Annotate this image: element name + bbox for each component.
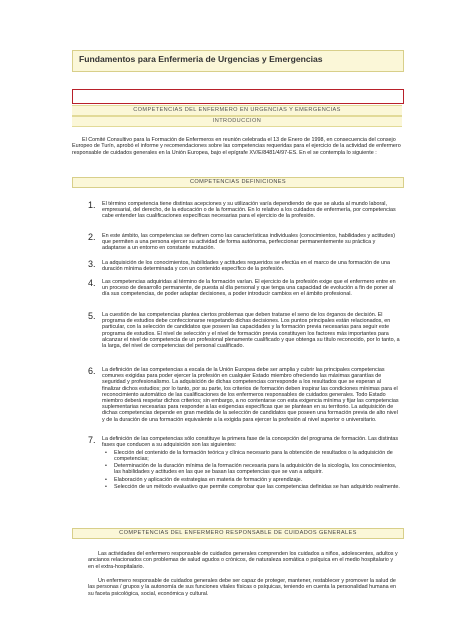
sub-bullet — [102, 450, 400, 462]
item-text: El término competencia tiene distintas acepciones y su utilización varía dependiendo de que se aluda al mundo laboral, empresarial, del derecho, de la educación o de la formación. En lo relativo a los cuidados de enfermería, por competencias cabe entender las cualificaciones específicas necesarias para el ejercicio de la profesión. — [102, 201, 396, 220]
item-text: Las competencias adquiridas al término de la formación varían. El ejercicio de la profesión exige que el enfermero entre en un proceso de desarrollo permanente, de puesta al día personal y que tenga una capacidad de evolución a fin de poner al día sus competencias, de poder adaptar decisiones, a poder introducir cambios en el ámbito profesional. — [102, 279, 396, 298]
empty-red-frame — [72, 89, 404, 104]
bullet-dot-icon: • — [105, 463, 107, 470]
sub-bullet-text: Selección de un método evaluativo que permite comprobar que las competencias definidas se han adquirido realmente. — [114, 484, 400, 491]
item-number: 3. — [88, 259, 96, 269]
intro-text: El Comité Consultivo para la Formación de Enfermeros en reunión celebrada el 13 de Enero de 1998, en consecuencia del consejo Europeo de Turín, aprobó el informe y recomendaciones sobre las competencias requeridas para el ejercicio de la actividad de enfermero responsable de cuidados generales en la Unión Europea, bajo el epígrafe XV/E/8481/4/97-ES. En el se contempla lo siguiente : — [72, 137, 401, 156]
section-header-nurse-competencies: COMPETENCIAS DEL ENFERMERO RESPONSABLE DE CUIDADOS GENERALES — [72, 528, 404, 539]
intro-paragraph — [72, 137, 402, 156]
paragraph-text: Las actividades del enfermero responsable de cuidados generales comprenden los cuidados a niños, adolescentes, adultos y ancianos relacionados con problemas de salud agudos o crónicos, de naturaleza somática o psíquica en el medio hospitalario y en el extra-hospitalario. — [88, 551, 398, 570]
sub-bullet — [102, 484, 400, 490]
sub-bullet-text: Elección del contenido de la formación teórica y clínica necesario para la obtención de resultados o la adquisición de competencias; — [114, 449, 393, 462]
section-band-main: COMPETENCIAS DEL ENFERMERO EN URGENCIAS Y EMERGENCIAS — [72, 105, 402, 116]
item-number: 4. — [88, 278, 96, 288]
section-band-intro: INTRODUCCION — [72, 116, 402, 127]
item-text: La definición de las competencias sólo constituye la primera fase de la concepción del programa de formación. Las distintas fases que conducen a su adquisición son las siguientes: — [102, 436, 399, 449]
sub-bullet — [102, 463, 400, 475]
paragraph — [88, 578, 400, 597]
sub-bullet-text: Elaboración y aplicación de estrategias en materia de formación y aprendizaje. — [114, 476, 303, 483]
item-text: La definición de las competencias a escala de la Unión Europea debe ser amplia y cubrir las principales competencias comunes exigidas para poder ejercer la profesión en cualquier Estado miembro ofreciendo las máximas garantías de seguridad y profesionalismo. La adquisición de dichas competencias corresponde a los resultados que se esperan al finalizar dichos estudios; por lo tanto, por su parte, los criterios de formación deben inspirar las condiciones mínimas para el reconocimiento automático de las cualificaciones de los enfermeros responsables de cuidados generales. Todo Estado miembro deberá respetar dichos criterios; sin embargo, a no contentarse con esta exigencia mínima y fijar las competencias suplementarias necesarias para responder a las exigencias específicas que se plantean en su territorio. La adquisición de dichas competencias depende en gran medida de la selección de candidatos que poseen una formación previa de alto nivel y de la duración de una formación equivalente a la exigida para ejercer la profesión al nivel superior o universitario. — [102, 367, 399, 423]
item-number: 6. — [88, 366, 96, 376]
item-number: 2. — [88, 232, 96, 242]
title-box — [72, 50, 404, 72]
item-number: 5. — [88, 311, 96, 321]
item-number: 7. — [88, 435, 96, 445]
item-number: 1. — [88, 200, 96, 210]
sub-bullet-text: Determinación de la duración mínima de la formación necesaria para la adquisición de la sicología, los conocimientos, las habilidades y actitudes en las que se basan las competencias que se van a adquirir. — [114, 463, 397, 476]
document-title: Fundamentos para Enfermeria de Urgencias y Emergencias — [79, 54, 323, 64]
item-text: En este ámbito, las competencias se definen como las características individuales (conocimientos, habilidades y actitudes) que permiten a una persona ejercer su actividad de forma autónoma, perfeccionar permanentemente su práctica y adaptarse a un entorno en constante mutación. — [102, 233, 396, 252]
sub-bullet — [102, 477, 400, 483]
bullet-dot-icon: • — [105, 449, 107, 456]
bullet-dot-icon: • — [105, 476, 107, 483]
paragraph-text: Un enfermero responsable de cuidados generales debe ser capaz de proteger, mantener, restablecer y promover la salud de las personas / grupos y la autonomía de sus funciones vitales físicas o psíquicas, teniendo en cuenta la personalidad humana en su faceta psicológica, social, económica y cultural. — [88, 578, 397, 597]
section-header-definitions: COMPETENCIAS DEFINICIONES — [72, 177, 404, 188]
paragraph — [88, 551, 400, 570]
bullet-dot-icon: • — [105, 484, 107, 491]
item-text: La cuestión de las competencias plantea ciertos problemas que deben tratarse el seno de los órganos de decisión. El programa de estudios debe confeccionarse respetando dichas decisiones. Los puntos principales están relacionados, en particular, con la selección de candidatos que poseen las capacidades y la formación previa necesarias para seguir este programa de estudios. El nivel de selección y el nivel de formación previa constituyen los factores más importantes para alcanzar el nivel de competencia de un profesional plenamente cualificado y que obtenga su título reconocido, por lo tanto, a la larga, del nivel de competencias del personal cualificado. — [102, 312, 400, 350]
item-text: La adquisición de los conocimientos, habilidades y actitudes requeridos se efectúa en el marco de una formación de una duración mínima determinada y con un contenido específico de la profesión. — [102, 260, 390, 273]
